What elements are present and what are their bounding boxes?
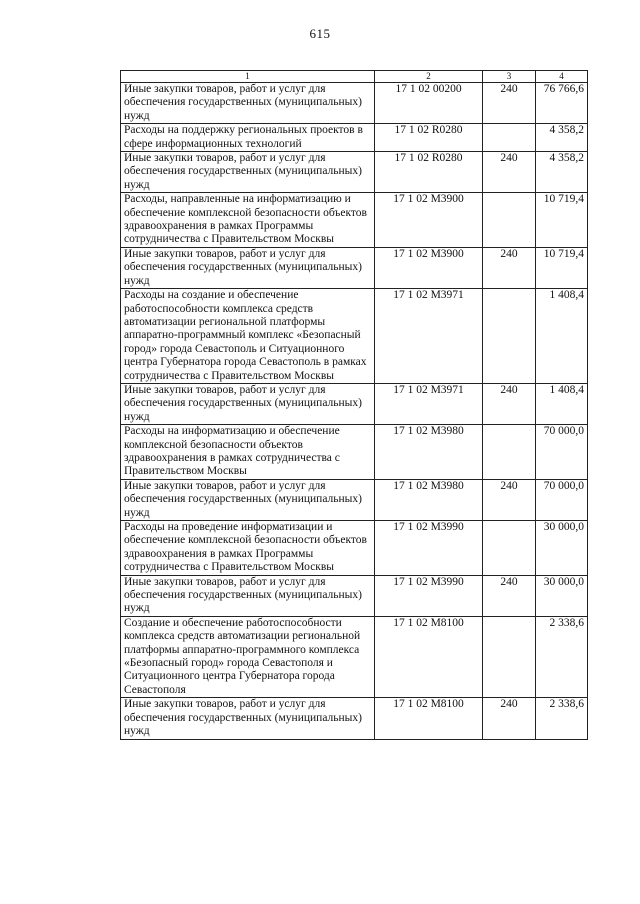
column-header-2: 2 <box>375 71 483 83</box>
row-amount: 1 408,4 <box>536 289 588 384</box>
row-name: Иные закупки товаров, работ и услуг для обеспечения государственных (муниципальных) нужд <box>121 575 375 616</box>
page-number: 615 <box>309 26 331 41</box>
row-name: Расходы на поддержку региональных проектов в сфере информационных технологий <box>121 124 375 152</box>
row-code: 17 1 02 M3980 <box>375 479 483 520</box>
row-expense-type: 240 <box>483 698 536 739</box>
row-amount: 2 338,6 <box>536 698 588 739</box>
table-row <box>121 193 588 248</box>
table-row <box>121 425 588 480</box>
row-expense-type <box>483 616 536 697</box>
column-header-1: 1 <box>121 71 375 83</box>
row-name: Иные закупки товаров, работ и услуг для обеспечения государственных (муниципальных) нужд <box>121 479 375 520</box>
table-row <box>121 575 588 616</box>
table-row <box>121 83 588 124</box>
row-code: 17 1 02 M3990 <box>375 521 483 576</box>
row-expense-type: 240 <box>483 247 536 288</box>
table-row <box>121 616 588 697</box>
row-amount: 76 766,6 <box>536 83 588 124</box>
row-code: 17 1 02 M3980 <box>375 425 483 480</box>
row-amount: 2 338,6 <box>536 616 588 697</box>
row-expense-type: 240 <box>483 83 536 124</box>
row-name: Иные закупки товаров, работ и услуг для обеспечения государственных (муниципальных) нужд <box>121 83 375 124</box>
table-row <box>121 521 588 576</box>
row-amount: 4 358,2 <box>536 152 588 193</box>
table-row <box>121 289 588 384</box>
budget-table <box>120 70 588 740</box>
row-name: Расходы на информатизацию и обеспечение комплексной безопасности объектов здравоохранения в рамках сотрудничества с Правительством Москвы <box>121 425 375 480</box>
row-name: Иные закупки товаров, работ и услуг для обеспечения государственных (муниципальных) нужд <box>121 152 375 193</box>
row-amount: 10 719,4 <box>536 193 588 248</box>
row-name: Расходы на создание и обеспечение работоспособности комплекса средств автоматизации региональной платформы аппаратно-программный комплекс «Безопасный город» города Севастополь и Ситуационного центра Губернатора города Севастополь в рамках сотрудничества с Правительством Москвы <box>121 289 375 384</box>
column-header-3: 3 <box>483 71 536 83</box>
table-row <box>121 698 588 739</box>
row-name: Иные закупки товаров, работ и услуг для обеспечения государственных (муниципальных) нужд <box>121 247 375 288</box>
row-code: 17 1 02 00200 <box>375 83 483 124</box>
row-amount: 30 000,0 <box>536 521 588 576</box>
row-expense-type <box>483 124 536 152</box>
row-amount: 30 000,0 <box>536 575 588 616</box>
row-name: Иные закупки товаров, работ и услуг для обеспечения государственных (муниципальных) нужд <box>121 383 375 424</box>
row-expense-type: 240 <box>483 383 536 424</box>
table-header-row <box>121 71 588 83</box>
table-row <box>121 247 588 288</box>
table-row <box>121 383 588 424</box>
row-expense-type <box>483 193 536 248</box>
row-code: 17 1 02 M8100 <box>375 616 483 697</box>
row-amount: 70 000,0 <box>536 479 588 520</box>
row-name: Иные закупки товаров, работ и услуг для обеспечения государственных (муниципальных) нужд <box>121 698 375 739</box>
row-code: 17 1 02 M3990 <box>375 575 483 616</box>
row-expense-type: 240 <box>483 152 536 193</box>
row-expense-type <box>483 289 536 384</box>
row-amount: 1 408,4 <box>536 383 588 424</box>
row-amount: 10 719,4 <box>536 247 588 288</box>
row-expense-type <box>483 425 536 480</box>
row-expense-type <box>483 521 536 576</box>
column-header-4: 4 <box>536 71 588 83</box>
row-code: 17 1 02 M3971 <box>375 289 483 384</box>
row-name: Расходы на проведение информатизации и обеспечение комплексной безопасности объектов здравоохранения в рамках Программы сотрудничества с Правительством Москвы <box>121 521 375 576</box>
row-code: 17 1 02 R0280 <box>375 152 483 193</box>
row-expense-type: 240 <box>483 479 536 520</box>
table-row <box>121 124 588 152</box>
table-row <box>121 479 588 520</box>
row-amount: 70 000,0 <box>536 425 588 480</box>
row-code: 17 1 02 M8100 <box>375 698 483 739</box>
row-code: 17 1 02 M3971 <box>375 383 483 424</box>
row-name: Расходы, направленные на информатизацию и обеспечение комплексной безопасности объектов здравоохранения в рамках Программы сотрудничества с Правительством Москвы <box>121 193 375 248</box>
row-name: Создание и обеспечение работоспособности комплекса средств автоматизации региональной платформы аппаратно-программного комплекса «Безопасный город» города Севастополя и Ситуационного центра Губернатора города Севастополя <box>121 616 375 697</box>
row-amount: 4 358,2 <box>536 124 588 152</box>
row-code: 17 1 02 M3900 <box>375 247 483 288</box>
row-code: 17 1 02 M3900 <box>375 193 483 248</box>
row-expense-type: 240 <box>483 575 536 616</box>
table-row <box>121 152 588 193</box>
row-code: 17 1 02 R0280 <box>375 124 483 152</box>
